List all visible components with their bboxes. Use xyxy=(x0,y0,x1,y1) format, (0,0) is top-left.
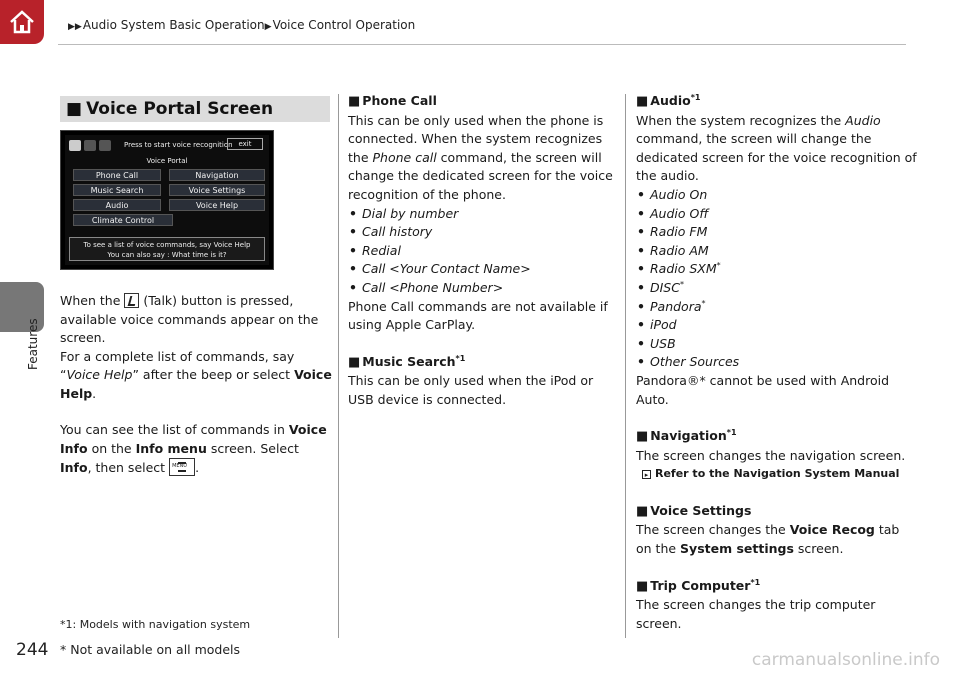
screen-voice-settings: Voice Settings xyxy=(169,184,265,196)
list-item: • Other Sources xyxy=(636,353,918,372)
list-item: • Dial by number xyxy=(348,205,620,224)
list-item: • Call <Your Contact Name> xyxy=(348,260,620,279)
screen-message: To see a list of voice commands, say Voice Help You can also say : What time is it? xyxy=(69,237,265,261)
screen-home-icon xyxy=(69,140,81,151)
heading-phone-call: ■ Phone Call xyxy=(348,93,437,109)
features-tab-label[interactable]: Features xyxy=(26,318,40,370)
audio-description: When the system recognizes the Audio command, the screen will change the dedicated screen for the voice recognition of the audio. xyxy=(636,112,917,184)
navigation-description: The screen changes the navigation screen. xyxy=(636,447,906,463)
home-button[interactable] xyxy=(0,0,44,44)
list-item: • Call <Phone Number> xyxy=(348,279,620,298)
screen-music-search: Music Search xyxy=(73,184,161,196)
square-bullet-icon: ■ xyxy=(348,354,361,370)
phone-call-description: This can be only used when the phone is connected. When the system recognizes the Phone call command, the screen will change the dedicated screen for the voice recognition of the phone. xyxy=(348,112,613,202)
footnote-navigation-models: *1: Models with navigation system xyxy=(60,618,251,631)
list-item: • Radio SXM* xyxy=(636,260,918,279)
audio-command-list xyxy=(636,186,918,372)
page-number: 244 xyxy=(16,640,49,660)
square-bullet-icon: ■ xyxy=(636,429,649,445)
square-bullet-icon: ■ xyxy=(636,578,649,594)
heading-voice-settings: ■ Voice Settings xyxy=(636,502,752,519)
pandora-note: Pandora®* cannot be used with Android Auto. xyxy=(636,372,890,407)
list-item: • Pandora* xyxy=(636,298,918,317)
screen-climate-control: Climate Control xyxy=(73,214,173,226)
voice-settings-description: The screen changes the Voice Recog tab on the System settings screen. xyxy=(636,522,900,557)
list-item: • Audio Off xyxy=(636,205,918,224)
screen-phone-call: Phone Call xyxy=(73,169,161,181)
footnote-not-available: * Not available on all models xyxy=(60,642,241,657)
music-search-description: This can be only used when the iPod or USB device is connected. xyxy=(348,373,594,407)
column-phone-music xyxy=(348,92,620,410)
screen-navigation: Navigation xyxy=(169,169,265,181)
list-item: • Radio AM xyxy=(636,242,918,261)
square-bullet-icon: ■ xyxy=(636,94,649,109)
square-bullet-icon: ■ xyxy=(636,503,649,519)
screen-title: Voice Portal xyxy=(146,157,188,165)
list-item: • Call history xyxy=(348,223,620,242)
square-bullet-icon: ■ xyxy=(66,99,83,119)
heading-trip-computer: ■ Trip Computer$^{*1}$ xyxy=(636,577,761,594)
voice-portal-description xyxy=(60,292,332,478)
screen-exit-button: exit xyxy=(227,138,263,150)
talk-paragraph: When the (Talk) button is pressed, available voice commands appear on the screen. xyxy=(60,293,319,345)
heading-navigation: ■ Navigation$^{*1}$ xyxy=(636,428,737,445)
breadcrumb: ▶▶Audio System Basic Operation▶Voice Control Operation xyxy=(68,18,416,32)
screen-voice-help: Voice Help xyxy=(169,199,265,211)
screen-audio: Audio xyxy=(73,199,161,211)
column-divider-2 xyxy=(625,94,626,638)
menu-button-icon xyxy=(169,458,195,476)
breadcrumb-audio-basic[interactable]: Audio System Basic Operation xyxy=(82,18,265,32)
reference-arrow-icon: ▸ xyxy=(642,470,651,479)
watermark: carmanualsonline.info xyxy=(751,650,940,670)
header-divider xyxy=(58,44,906,45)
list-item: • iPod xyxy=(636,316,918,335)
heading-audio: ■ Audio$^{*1}$ xyxy=(636,93,701,109)
section-title-voice-portal: ■ Voice Portal Screen xyxy=(60,96,330,122)
list-item: • Redial xyxy=(348,242,620,261)
column-divider-1 xyxy=(338,94,339,638)
voice-portal-screenshot xyxy=(60,130,274,270)
screen-prompt: Press to start voice recognition xyxy=(124,141,233,149)
voice-help-paragraph: For a complete list of commands, say “Voice Help” after the beep or select Voice Help. xyxy=(60,348,332,401)
list-item: • Radio FM xyxy=(636,223,918,242)
nav-manual-reference[interactable]: ▸ Refer to the Navigation System Manual xyxy=(636,465,918,484)
list-item: • USB xyxy=(636,335,918,354)
column-audio-etc xyxy=(636,92,918,633)
breadcrumb-voice-control[interactable]: Voice Control Operation xyxy=(272,18,416,32)
heading-music-search: ■ Music Search$^{*1}$ xyxy=(348,353,466,370)
square-bullet-icon: ■ xyxy=(348,94,361,109)
talk-button-icon xyxy=(124,293,139,308)
screen-mic-icon xyxy=(99,140,111,151)
home-icon xyxy=(7,7,37,37)
voice-info-paragraph: You can see the list of commands in Voice Info on the Info menu screen. Select Info, then select MENU . xyxy=(60,421,332,478)
screen-back-icon xyxy=(84,140,96,151)
phone-command-list xyxy=(348,205,620,298)
carplay-note: Phone Call commands are not available if using Apple CarPlay. xyxy=(348,298,608,333)
list-item: • DISC* xyxy=(636,279,918,298)
list-item: • Audio On xyxy=(636,186,918,205)
trip-computer-description: The screen changes the trip computer screen. xyxy=(636,597,876,631)
